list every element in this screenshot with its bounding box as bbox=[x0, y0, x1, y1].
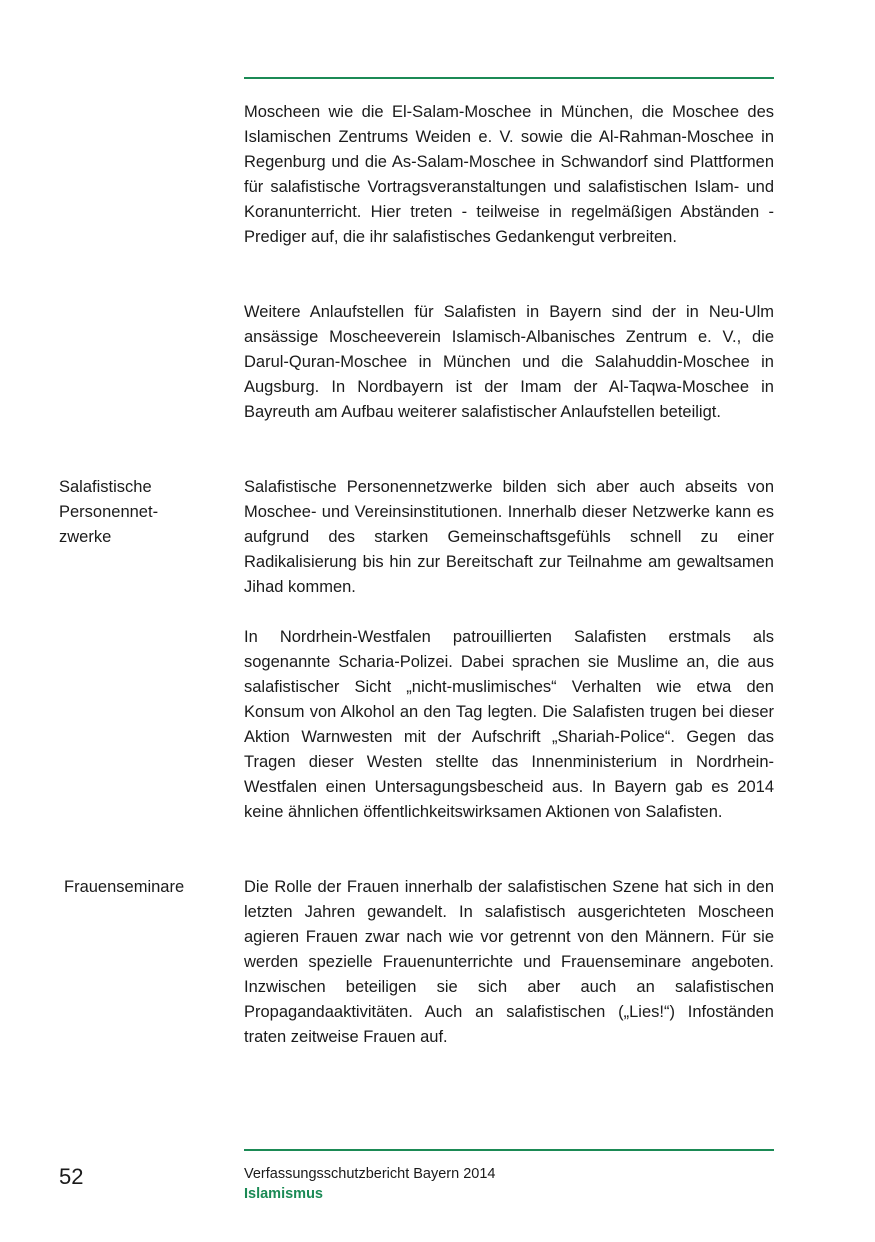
paragraph-moscheen: Moscheen wie die El-Salam-Moschee in München, die Moschee des Islamischen Zentrums Weiden e. V. sowie die Al-Rahman-Moschee in Regenburg und die As-Salam-Moschee in Schwandorf sind Plattformen für salafistische Vortragsveranstaltungen und salafistischen Islam- und Koranunterricht. Hier treten - teilweise in regelmäßigen Abständen - Prediger auf, die ihr salafistisches Gedankengut verbreiten. bbox=[244, 103, 774, 246]
footer-section: Islamismus bbox=[244, 1186, 323, 1202]
side-heading-line: zwerke bbox=[59, 528, 112, 546]
top-divider bbox=[244, 77, 774, 79]
bottom-divider bbox=[244, 1149, 774, 1151]
footer-title: Verfassungsschutzbericht Bayern 2014 bbox=[244, 1166, 496, 1182]
paragraph-frauen: Die Rolle der Frauen innerhalb der salafistischen Szene hat sich in den letzten Jahren gewandelt. In salafistisch ausgerichteten Moscheen agieren Frauen zwar nach wie vor getrennt von den Männern. Für sie werden spezielle Frauenunterrichte und Frauenseminare angeboten. Inzwischen beteiligen sie sich aber auch an salafistischen Propagandaaktivitäten. Auch an salafistischen („Lies!“) Infoständen traten zeitweise Frauen auf. bbox=[244, 878, 774, 1046]
side-heading-line: Personennet- bbox=[59, 503, 159, 521]
side-heading-line: Salafistische bbox=[59, 478, 152, 496]
paragraph-anlaufstellen: Weitere Anlaufstellen für Salafisten in Bayern sind der in Neu-Ulm ansässige Moscheeverein Islamisch-Albanisches Zentrum e. V., die Darul-Quran-Moschee in München und die Salahuddin-Moschee in Augsburg. In Nordbayern ist der Imam der Al-Taqwa-Moschee in Bayreuth am Aufbau weiterer salafistischer Anlaufstellen beteiligt. bbox=[244, 303, 774, 421]
side-heading-frauenseminare: Frauenseminare bbox=[64, 878, 185, 896]
side-heading-personennetzwerke bbox=[59, 475, 219, 550]
page-number: 52 bbox=[59, 1164, 84, 1189]
paragraph-personennetzwerke: Salafistische Personennetzwerke bilden sich aber auch abseits von Moschee- und Vereinsinstitutionen. Innerhalb dieser Netzwerke kann es aufgrund des starken Gemeinschaftsgefühls schnell zu einer Radikalisierung bis hin zur Bereitschaft zur Teilnahme am gewaltsamen Jihad kommen. bbox=[244, 478, 774, 596]
paragraph-scharia-polizei: In Nordrhein-Westfalen patrouillierten Salafisten erstmals als sogenannte Scharia-Polizei. Dabei sprachen sie Muslime an, die aus salafistischer Sicht „nicht-muslimisches“ Verhalten wie etwa den Konsum von Alkohol an den Tag legten. Die Salafisten trugen bei dieser Aktion Warnwesten mit der Aufschrift „Shariah-Police“. Gegen das Tragen dieser Westen stellte das Innenministerium in Nordrhein-Westfalen einen Untersagungsbescheid aus. In Bayern gab es 2014 keine ähnlichen öffentlichkeitswirksamen Aktionen von Salafisten. bbox=[244, 628, 774, 821]
